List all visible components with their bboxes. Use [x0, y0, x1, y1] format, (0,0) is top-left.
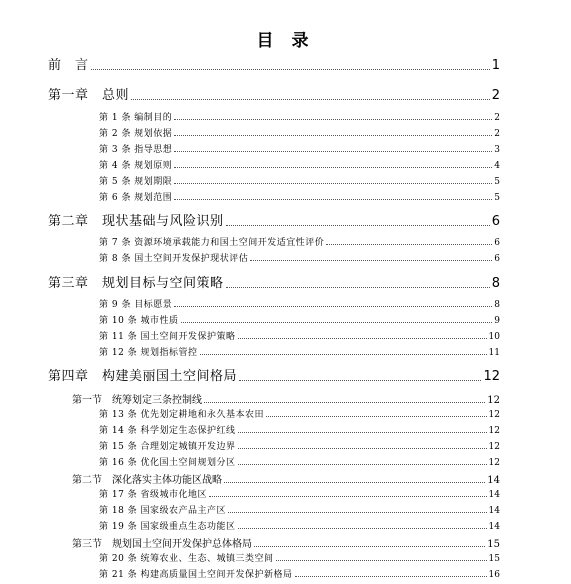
toc-article-entry[interactable] [99, 110, 500, 123]
toc-entry-label: 第 19 条 国家级重点生态功能区 [99, 522, 236, 532]
dot-leader [238, 448, 487, 449]
dot-leader [174, 167, 492, 168]
dot-leader [224, 482, 485, 483]
dot-leader [131, 99, 490, 100]
toc-article-entry[interactable] [99, 407, 500, 420]
toc-entry-label: 第一章 总则 [48, 88, 130, 103]
toc-entry-page-number: 14 [488, 490, 500, 500]
toc-entry-page-number: 5 [494, 193, 500, 203]
toc-entry-label: 第 5 条 规划期限 [99, 177, 173, 187]
dot-leader [239, 380, 481, 381]
toc-entry-label: 第 15 条 合理划定城镇开发边界 [99, 442, 236, 452]
dot-leader [181, 322, 493, 323]
toc-article-entry[interactable] [99, 439, 500, 452]
toc-article-entry[interactable] [99, 345, 500, 358]
dot-leader [226, 287, 490, 288]
toc-entry-label: 前 言 [48, 58, 89, 73]
dot-leader [276, 560, 487, 561]
dot-leader [238, 338, 487, 339]
toc-entry-page-number: 15 [487, 539, 500, 550]
toc-entry-label: 第 14 条 科学划定生态保护红线 [99, 426, 236, 436]
toc-title: 目 录 [256, 31, 315, 51]
toc-entry-page-number: 6 [494, 254, 500, 264]
dot-leader [209, 496, 487, 497]
toc-entry-label: 第二章 现状基础与风险识别 [48, 214, 224, 229]
toc-entry-label: 第 13 条 优先划定耕地和永久基本农田 [99, 410, 265, 420]
toc-section-entry[interactable] [72, 471, 500, 486]
toc-article-entry[interactable] [99, 455, 500, 468]
toc-chapter-entry[interactable] [48, 365, 500, 384]
toc-article-entry[interactable] [99, 519, 500, 532]
toc-entry-page-number: 9 [494, 316, 500, 326]
toc-entry-label: 第 2 条 规划依据 [99, 129, 173, 139]
toc-entry-label: 第 4 条 规划原则 [99, 161, 173, 171]
toc-entry-label: 第 16 条 优化国土空间规划分区 [99, 458, 236, 468]
toc-entry-page-number: 12 [488, 442, 500, 452]
toc-entry-label: 第 1 条 编制目的 [99, 113, 173, 123]
toc-section-entry[interactable] [72, 391, 500, 406]
dot-leader [254, 546, 485, 547]
toc-entry-page-number: 11 [488, 348, 500, 358]
toc-article-entry[interactable] [99, 126, 500, 139]
toc-entry-page-number: 12 [488, 410, 500, 420]
toc-entry-page-number: 12 [483, 369, 500, 384]
toc-entry-page-number: 4 [494, 161, 500, 171]
toc-section-entry[interactable] [72, 535, 500, 550]
toc-article-entry[interactable] [99, 503, 500, 516]
toc-entry-label: 第 12 条 规划指标管控 [99, 348, 198, 358]
dot-leader [238, 432, 487, 433]
toc-entry-page-number: 2 [494, 113, 500, 123]
toc-entry-page-number: 5 [494, 177, 500, 187]
toc-entry-label: 第 9 条 目标愿景 [99, 300, 173, 310]
dot-leader [228, 512, 487, 513]
dot-leader [174, 183, 492, 184]
toc-entry-page-number: 2 [491, 88, 500, 103]
dot-leader [174, 199, 492, 200]
toc-entry-label: 第三章 规划目标与空间策略 [48, 276, 224, 291]
toc-entry-label: 第 7 条 资源环境承载能力和国土空间开发适宜性评价 [99, 238, 325, 248]
toc-entry-label: 第 18 条 国家级农产品主产区 [99, 506, 227, 516]
toc-entry-label: 第二节 深化落实主体功能区战略 [72, 475, 222, 486]
dot-leader [295, 576, 487, 577]
dot-leader [266, 416, 487, 417]
toc-article-entry[interactable] [99, 190, 500, 203]
toc-entry-page-number: 8 [494, 300, 500, 310]
toc-entry-page-number: 14 [487, 475, 500, 486]
toc-entry-page-number: 8 [491, 276, 500, 291]
toc-entry-page-number: 14 [488, 522, 500, 532]
toc-article-entry[interactable] [99, 567, 500, 580]
toc-entry-page-number: 3 [494, 145, 500, 155]
dot-leader [326, 244, 492, 245]
toc-entry-label: 第 10 条 城市性质 [99, 316, 179, 326]
dot-leader [174, 135, 492, 136]
toc-entry-page-number: 12 [488, 426, 500, 436]
toc-chapter-entry[interactable] [48, 272, 500, 291]
dot-leader [91, 69, 490, 70]
toc-article-entry[interactable] [99, 551, 500, 564]
toc-entry-label: 第 17 条 省级城市化地区 [99, 490, 208, 500]
toc-chapter-entry[interactable] [48, 84, 500, 103]
toc-entry-label: 第 8 条 国土空间开发保护现状评估 [99, 254, 249, 264]
toc-article-entry[interactable] [99, 158, 500, 171]
dot-leader [250, 260, 492, 261]
toc-entry-label: 第 11 条 国土空间开发保护策略 [99, 332, 236, 342]
dot-leader [174, 151, 492, 152]
dot-leader [226, 225, 490, 226]
toc-entry-page-number: 16 [488, 570, 500, 580]
toc-entry-page-number: 1 [491, 58, 500, 73]
toc-entry-page-number: 12 [487, 395, 500, 406]
toc-entry-page-number: 6 [491, 214, 500, 229]
toc-entry-page-number: 14 [488, 506, 500, 516]
toc-article-entry[interactable] [99, 329, 500, 342]
toc-entry-page-number: 15 [488, 554, 500, 564]
toc-entry-label: 第 21 条 构建高质量国土空间开发保护新格局 [99, 570, 293, 580]
toc-entry-label: 第四章 构建美丽国土空间格局 [48, 369, 238, 384]
toc-entry-page-number: 6 [494, 238, 500, 248]
dot-leader [238, 464, 487, 465]
toc-article-entry[interactable] [99, 174, 500, 187]
toc-article-entry[interactable] [99, 142, 500, 155]
dot-leader [174, 119, 492, 120]
toc-article-entry[interactable] [99, 313, 500, 326]
toc-chapter-entry[interactable] [48, 54, 500, 73]
dot-leader [174, 306, 492, 307]
dot-leader [200, 354, 487, 355]
toc-entry-label: 第一节 统筹划定三条控制线 [72, 395, 202, 406]
toc-entry-label: 第 3 条 指导思想 [99, 145, 173, 155]
toc-entry-page-number: 12 [488, 458, 500, 468]
toc-chapter-entry[interactable] [48, 210, 500, 229]
toc-article-entry[interactable] [99, 251, 500, 264]
dot-leader [204, 402, 485, 403]
toc-article-entry[interactable] [99, 487, 500, 500]
toc-entry-label: 第 6 条 规划范围 [99, 193, 173, 203]
toc-entry-page-number: 10 [488, 332, 500, 342]
toc-article-entry[interactable] [99, 235, 500, 248]
dot-leader [238, 528, 487, 529]
toc-entry-page-number: 2 [494, 129, 500, 139]
toc-entry-label: 第 20 条 统筹农业、生态、城镇三类空间 [99, 554, 274, 564]
toc-article-entry[interactable] [99, 423, 500, 436]
toc-article-entry[interactable] [99, 297, 500, 310]
toc-entry-label: 第三节 规划国土空间开发保护总体格局 [72, 539, 252, 550]
